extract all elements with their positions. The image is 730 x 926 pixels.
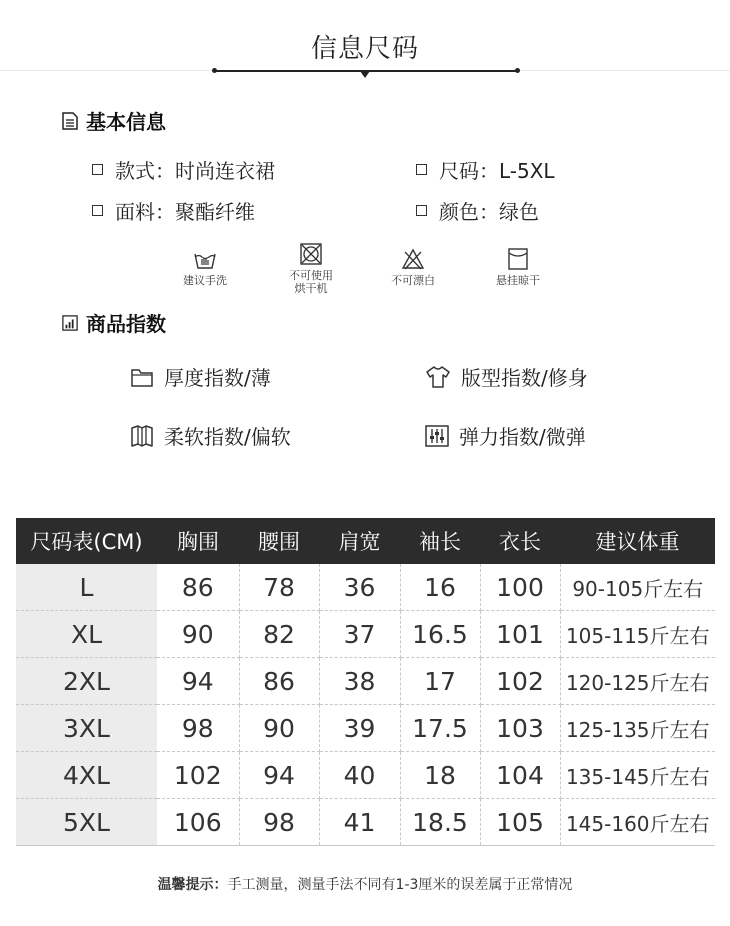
page-title: 信息尺码 — [310, 34, 419, 64]
cell-sleeve: 17.5 — [400, 705, 480, 752]
table-row — [16, 752, 715, 799]
care-hang-dry-label: 悬挂晾干 — [496, 274, 540, 287]
table-row — [16, 564, 715, 611]
cell-sleeve: 16.5 — [400, 611, 480, 658]
index-softness — [130, 421, 291, 450]
table-row — [16, 658, 715, 705]
underline-dot-right — [515, 68, 520, 73]
underline-pointer — [360, 71, 370, 78]
hand-wash-icon — [193, 248, 217, 270]
cell-size: 5XL — [16, 799, 157, 846]
index-thickness-label: 厚度指数/薄 — [164, 366, 271, 390]
size-table — [16, 518, 715, 846]
tshirt-icon — [425, 365, 451, 389]
table-row — [16, 705, 715, 752]
care-hang-dry — [483, 248, 553, 287]
cell-waist: 82 — [239, 611, 319, 658]
cell-waist: 90 — [239, 705, 319, 752]
cell-chest: 86 — [157, 564, 239, 611]
index-elasticity-label: 弹力指数/微弹 — [459, 425, 586, 449]
info-size-label: 尺码：L-5XL — [439, 159, 555, 183]
header-chest: 胸围 — [157, 518, 239, 564]
header-weight: 建议体重 — [560, 518, 715, 564]
info-color-label: 颜色：绿色 — [439, 200, 539, 224]
care-no-dryer-label-2: 烘干机 — [294, 282, 328, 295]
header-length: 衣长 — [480, 518, 560, 564]
cell-shoulder: 41 — [319, 799, 400, 846]
cell-shoulder: 38 — [319, 658, 400, 705]
document-icon — [62, 112, 78, 130]
table-row — [16, 611, 715, 658]
cell-sleeve: 18 — [400, 752, 480, 799]
no-bleach-icon — [401, 248, 425, 270]
info-fabric-label: 面料：聚酯纤维 — [115, 200, 255, 224]
cell-shoulder: 40 — [319, 752, 400, 799]
cell-shoulder: 37 — [319, 611, 400, 658]
care-no-dryer — [276, 243, 346, 295]
cell-shoulder: 36 — [319, 564, 400, 611]
care-no-dryer-label-1: 不可使用 — [289, 269, 333, 282]
checkbox-icon — [416, 205, 427, 216]
cell-chest: 90 — [157, 611, 239, 658]
folder-icon — [130, 366, 154, 388]
cell-length: 102 — [480, 658, 560, 705]
note-label: 温馨提示： — [157, 877, 228, 893]
basic-info-header — [62, 106, 166, 135]
product-index-heading: 商品指数 — [86, 312, 166, 336]
header-sleeve: 袖长 — [400, 518, 480, 564]
bar-chart-icon — [62, 314, 78, 332]
cell-chest: 94 — [157, 658, 239, 705]
hang-dry-icon — [506, 248, 530, 270]
cell-sleeve: 18.5 — [400, 799, 480, 846]
info-style-label: 款式：时尚连衣裙 — [115, 159, 275, 183]
note-text: 手工测量，测量手法不同有1-3厘米的误差属于正常情况 — [227, 877, 573, 893]
care-no-bleach — [378, 248, 448, 287]
table-row — [16, 799, 715, 846]
underline-dot-left — [212, 68, 217, 73]
cell-weight: 135-145斤左右 — [560, 752, 715, 799]
index-fit — [425, 362, 588, 391]
cell-shoulder: 39 — [319, 705, 400, 752]
index-thickness — [130, 362, 271, 391]
cell-length: 104 — [480, 752, 560, 799]
cell-chest: 102 — [157, 752, 239, 799]
cell-length: 101 — [480, 611, 560, 658]
no-tumble-dry-icon — [299, 243, 323, 265]
care-no-bleach-label: 不可漂白 — [391, 274, 435, 287]
cell-weight: 90-105斤左右 — [560, 564, 715, 611]
info-color — [416, 196, 539, 225]
cell-weight: 105-115斤左右 — [560, 611, 715, 658]
cell-chest: 98 — [157, 705, 239, 752]
cell-length: 103 — [480, 705, 560, 752]
header-size: 尺码表(CM) — [16, 518, 157, 564]
table-header-row — [16, 518, 715, 564]
basic-info-heading: 基本信息 — [86, 110, 166, 134]
cell-size: L — [16, 564, 157, 611]
cell-size: 2XL — [16, 658, 157, 705]
index-fit-label: 版型指数/修身 — [461, 366, 588, 390]
sliders-icon — [425, 425, 449, 447]
care-hand-wash-label: 建议手洗 — [183, 274, 227, 287]
fabric-fold-icon — [130, 425, 154, 447]
cell-waist: 94 — [239, 752, 319, 799]
cell-length: 105 — [480, 799, 560, 846]
cell-size: 3XL — [16, 705, 157, 752]
checkbox-icon — [92, 205, 103, 216]
cell-sleeve: 16 — [400, 564, 480, 611]
cell-weight: 125-135斤左右 — [560, 705, 715, 752]
care-hand-wash — [170, 248, 240, 287]
cell-chest: 106 — [157, 799, 239, 846]
checkbox-icon — [92, 164, 103, 175]
product-index-header — [62, 308, 166, 337]
index-elasticity — [425, 421, 586, 450]
cell-weight: 120-125斤左右 — [560, 658, 715, 705]
measurement-note — [0, 874, 730, 894]
cell-waist: 98 — [239, 799, 319, 846]
info-fabric — [92, 196, 255, 225]
cell-size: 4XL — [16, 752, 157, 799]
cell-size: XL — [16, 611, 157, 658]
header-waist: 腰围 — [239, 518, 319, 564]
cell-sleeve: 17 — [400, 658, 480, 705]
info-size — [416, 155, 555, 184]
info-style — [92, 155, 275, 184]
cell-waist: 78 — [239, 564, 319, 611]
header-shoulder: 肩宽 — [319, 518, 400, 564]
cell-weight: 145-160斤左右 — [560, 799, 715, 846]
cell-length: 100 — [480, 564, 560, 611]
checkbox-icon — [416, 164, 427, 175]
index-softness-label: 柔软指数/偏软 — [164, 425, 291, 449]
cell-waist: 86 — [239, 658, 319, 705]
